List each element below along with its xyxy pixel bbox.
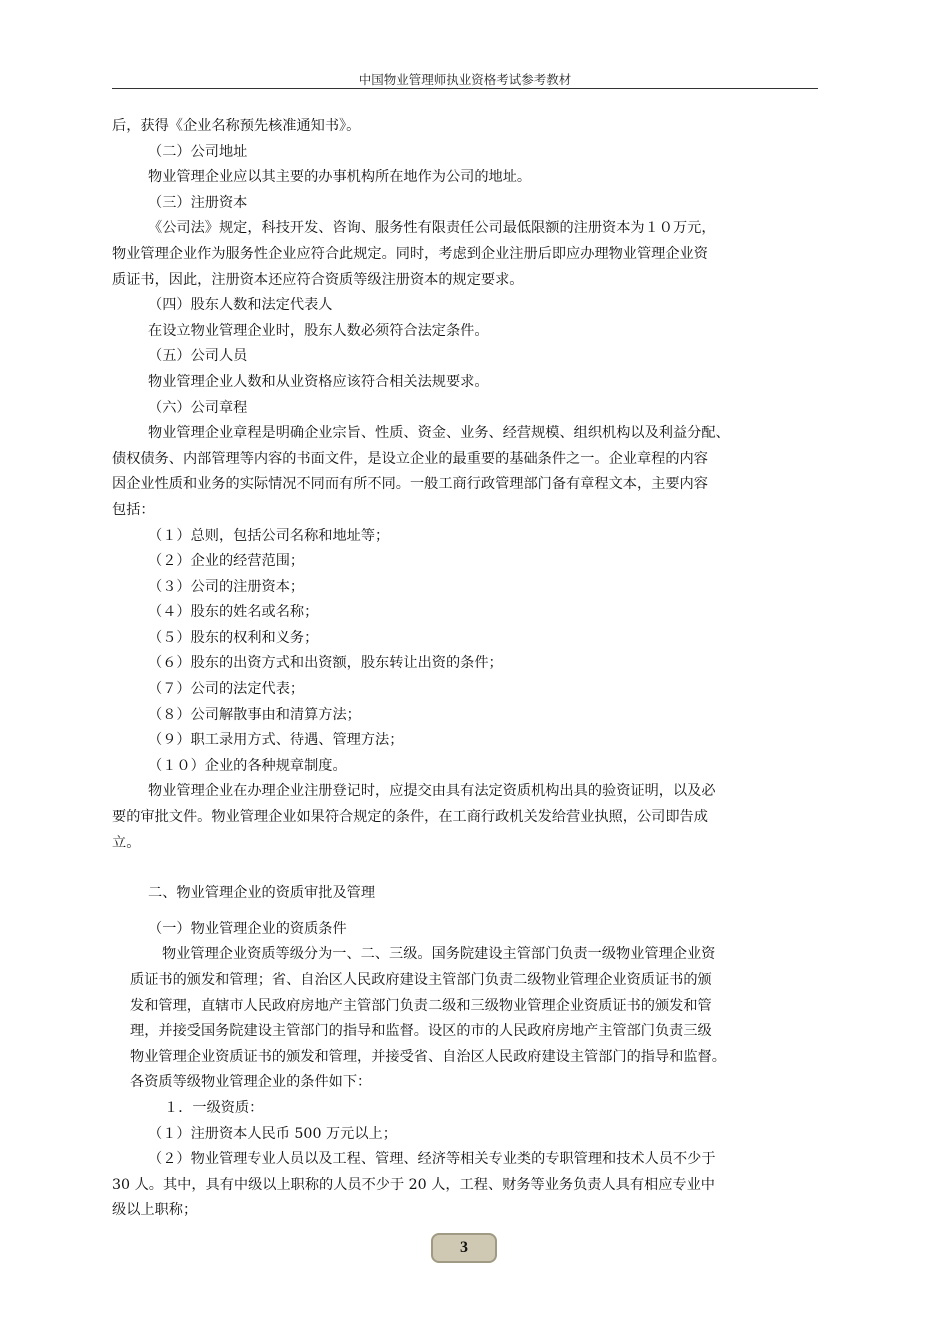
page-number-badge: 3	[431, 1233, 497, 1263]
list-item: （６）股东的出资方式和出资额，股东转让出资的条件；	[148, 655, 503, 672]
running-header: 中国物业管理师执业资格考试参考教材	[358, 72, 572, 87]
subheading-shareholders: （四）股东人数和法定代表人	[148, 297, 333, 314]
paragraph: 立。	[112, 834, 141, 851]
paragraph: 要的审批文件。物业管理企业如果符合规定的条件，在工商行政机关发给营业执照，公司即告成	[112, 809, 708, 826]
paragraph: 质证书的颁发和管理；省、自治区人民政府建设主管部门负责二级物业管理企业资质证书的颁	[130, 972, 712, 988]
list-item: （２）物业管理专业人员以及工程、管理、经济等相关专业类的专职管理和技术人员不少于	[148, 1151, 716, 1168]
paragraph: 理，并接受国务院建设主管部门的指导和监督。设区的市的人民政府房地产主管部门负责三级	[130, 1023, 712, 1040]
paragraph: 在设立物业管理企业时，股东人数必须符合法定条件。	[148, 322, 489, 339]
paragraph: 各资质等级物业管理企业的条件如下：	[130, 1074, 372, 1091]
paragraph: 物业管理企业章程是明确企业宗旨、性质、资金、业务、经营规模、组织机构以及利益分配、	[148, 425, 730, 442]
subheading-address: （二）公司地址	[148, 143, 248, 160]
header-rule	[112, 88, 818, 89]
subheading-capital: （三）注册资本	[148, 194, 248, 211]
section-heading: 二、物业管理企业的资质审批及管理	[148, 885, 376, 902]
paragraph: 物业管理企业资质证书的颁发和管理，并接受省、自治区人民政府建设主管部门的指导和监督。	[130, 1048, 726, 1065]
list-item: （１）注册资本人民币 500 万元以上；	[148, 1125, 397, 1142]
list-item: （８）公司解散事由和清算方法；	[148, 706, 361, 723]
paragraph: 后，获得《企业名称预先核准通知书》。	[112, 118, 361, 134]
paragraph: 级以上职称；	[112, 1202, 198, 1219]
paragraph: 因企业性质和业务的实际情况不同而有所不同。一般工商行政管理部门备有章程文本，主要内容	[112, 476, 708, 493]
paragraph: 质证书，因此，注册资本还应符合资质等级注册资本的规定要求。	[112, 271, 524, 288]
list-item: （７）公司的法定代表；	[148, 681, 305, 698]
paragraph: 30 人。其中，具有中级以上职称的人员不少于 20 人，工程、财务等业务负责人具有相应专业中	[112, 1176, 715, 1193]
paragraph: 物业管理企业人数和从业资格应该符合相关法规要求。	[148, 373, 489, 390]
paragraph: 物业管理企业作为服务性企业应符合此规定。同时，考虑到企业注册后即应办理物业管理企业资	[112, 245, 708, 262]
paragraph: 债权债务、内部管理等内容的书面文件，是设立企业的最重要的基础条件之一。企业章程的内容	[112, 450, 708, 467]
subheading-charter: （六）公司章程	[148, 399, 248, 416]
paragraph: 物业管理企业应以其主要的办事机构所在地作为公司的地址。	[148, 169, 532, 186]
list-item: （１）总则，包括公司名称和地址等；	[148, 527, 390, 544]
paragraph: 物业管理企业资质等级分为一、二、三级。国务院建设主管部门负责一级物业管理企业资	[162, 946, 716, 963]
paragraph: 物业管理企业在办理企业注册登记时，应提交由具有法定资质机构出具的验资证明，以及必	[148, 783, 716, 800]
subheading-staff: （五）公司人员	[148, 348, 248, 365]
spacer	[112, 907, 818, 917]
subheading-qualification: （一）物业管理企业的资质条件	[148, 920, 347, 937]
list-item: （９）职工录用方式、待遇、管理方法；	[148, 732, 404, 749]
paragraph: 包括：	[112, 501, 155, 518]
list-item: （４）股东的姓名或名称；	[148, 604, 319, 621]
subheading-level-1: １．一级资质：	[164, 1099, 264, 1116]
paragraph: 发和管理，直辖市人民政府房地产主管部门负责二级和三级物业管理企业资质证书的颁发和管	[130, 997, 712, 1014]
page-body	[112, 114, 818, 1224]
spacer	[112, 856, 818, 881]
list-item: （３）公司的注册资本；	[148, 578, 305, 595]
list-item: （５）股东的权利和义务；	[148, 629, 319, 646]
paragraph: 《公司法》规定，科技开发、咨询、服务性有限责任公司最低限额的注册资本为１０万元，	[148, 220, 716, 237]
list-item: （２）企业的经营范围；	[148, 553, 305, 570]
qualification-block	[112, 942, 818, 1096]
list-item: （１０）企业的各种规章制度。	[148, 757, 347, 774]
